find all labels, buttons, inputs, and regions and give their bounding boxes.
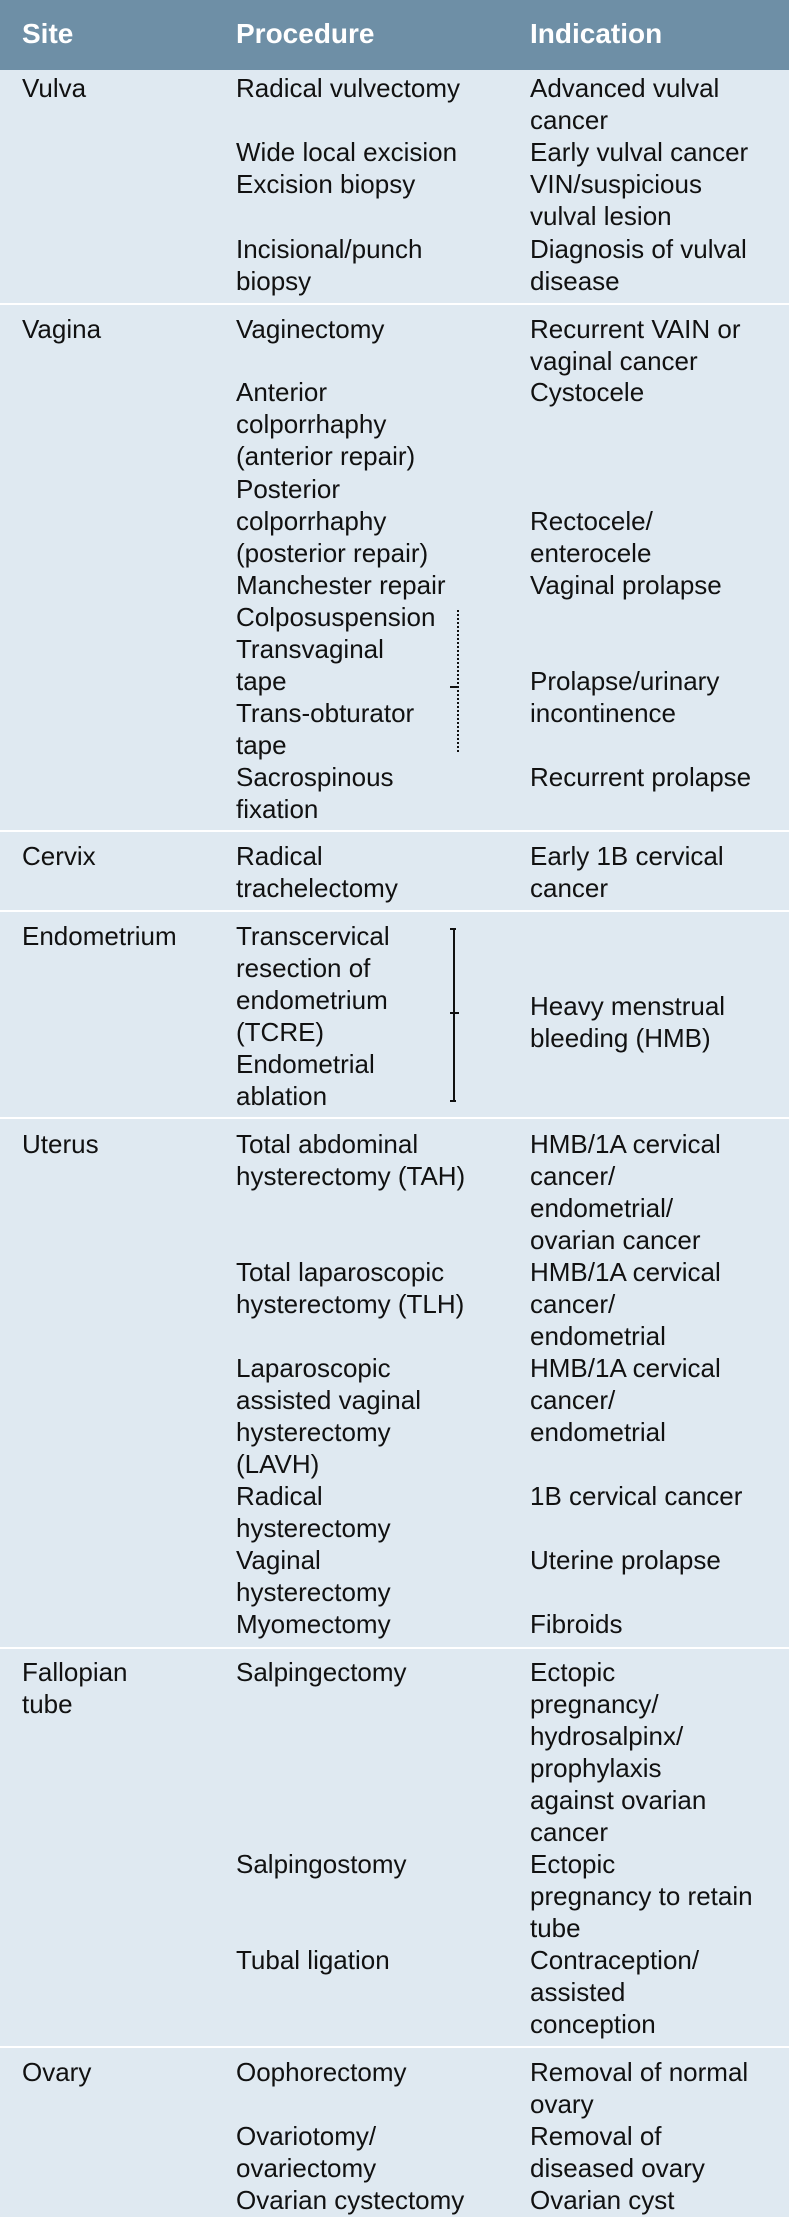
text-line: endometrial/ [530, 1193, 674, 1223]
procedure-cell [236, 376, 415, 472]
text-line: Early vulval cancer [530, 137, 749, 167]
text-line: Myomectomy [236, 1609, 391, 1639]
indication-cell [530, 1256, 721, 1352]
text-line: Wide local excision [236, 137, 458, 167]
text-line: Endometrial [236, 1049, 375, 1079]
text-line: (TCRE) [236, 1017, 325, 1047]
text-line: Colposuspension [236, 602, 436, 632]
text-line: resection of [236, 953, 371, 983]
procedure-cell [236, 1944, 390, 1976]
text-line: vaginal cancer [530, 346, 698, 376]
text-line: cancer [530, 105, 609, 135]
text-line: Radical [236, 1481, 323, 1511]
procedure-cell [236, 473, 428, 569]
text-line: Vaginal prolapse [530, 570, 722, 600]
indication-cell [530, 1128, 721, 1256]
indication-cell [530, 1544, 721, 1576]
procedure-cell [236, 313, 384, 345]
bracket-tick [450, 1012, 459, 1014]
text-line: Transvaginal [236, 634, 384, 664]
text-line: ovariectomy [236, 2153, 377, 2183]
row-divider [0, 303, 789, 305]
indication-cell [530, 840, 724, 904]
indication-cell [530, 376, 644, 408]
text-line: Sacrospinous [236, 762, 394, 792]
text-line: Cystocele [530, 377, 645, 407]
text-line: incontinence [530, 698, 676, 728]
text-line: Early 1B cervical [530, 841, 724, 871]
procedure-cell [236, 840, 398, 904]
text-line: diseased ovary [530, 2153, 705, 2183]
procedure-cell [236, 233, 422, 297]
text-line: colporrhaphy [236, 506, 387, 536]
procedure-cell [236, 1848, 407, 1880]
indication-cell [530, 1352, 721, 1448]
text-line: hydrosalpinx/ [530, 1721, 684, 1751]
text-line: cancer/ [530, 1161, 616, 1191]
text-line: VIN/suspicious [530, 169, 702, 199]
indication-cell [530, 136, 748, 168]
procedure-cell [236, 72, 460, 104]
procedure-cell [236, 1656, 407, 1688]
text-line: Removal of [530, 2121, 662, 2151]
text-line: tube [22, 1689, 73, 1719]
text-line: Vaginectomy [236, 314, 385, 344]
text-line: fixation [236, 794, 319, 824]
header-procedure: Procedure [236, 18, 375, 49]
text-line: enterocele [530, 538, 652, 568]
text-line: Contraception/ [530, 1945, 700, 1975]
indication-cell [530, 1848, 753, 1944]
text-line: hysterectomy (TLH) [236, 1289, 465, 1319]
text-line: Posterior [236, 474, 341, 504]
text-line: 1B cervical cancer [530, 1481, 743, 1511]
text-line: Ectopic [530, 1849, 616, 1879]
text-line: Tubal ligation [236, 1945, 390, 1975]
site-endometrium: Endometrium [22, 921, 177, 951]
procedure-cell [236, 2120, 376, 2184]
text-line: against ovarian [530, 1785, 707, 1815]
text-line: Incisional/punch [236, 234, 423, 264]
text-line: endometrium [236, 985, 388, 1015]
text-line: cancer/ [530, 1289, 616, 1319]
indication-cell [530, 505, 653, 569]
text-line: endometrial [530, 1321, 666, 1351]
header-site: Site [22, 18, 74, 49]
row-divider [0, 2046, 789, 2048]
text-line: ovarian cancer [530, 1225, 701, 1255]
procedure-cell [236, 1544, 391, 1608]
text-line: hysterectomy [236, 1577, 391, 1607]
row-divider [0, 830, 789, 832]
text-line: Radical vulvectomy [236, 73, 460, 103]
indication-cell [530, 1608, 622, 1640]
row-divider [0, 910, 789, 912]
table-header [0, 0, 789, 70]
row-divider [0, 1117, 789, 1119]
text-line: cancer [530, 873, 609, 903]
text-line: Ectopic [530, 1657, 616, 1687]
indication-cell [530, 665, 719, 729]
indication-cell [530, 569, 722, 601]
procedure-cell [236, 2184, 464, 2216]
text-line: Total abdominal [236, 1129, 419, 1159]
text-line: vulval lesion [530, 201, 672, 231]
text-line: bleeding (HMB) [530, 1023, 711, 1053]
site-uterus: Uterus [22, 1129, 99, 1159]
text-line: Excision biopsy [236, 169, 416, 199]
text-line: prophylaxis [530, 1753, 662, 1783]
procedure-cell [236, 633, 384, 697]
procedure-cell [236, 1608, 391, 1640]
text-line: colporrhaphy [236, 409, 387, 439]
row-divider [0, 1647, 789, 1649]
text-line: disease [530, 266, 620, 296]
text-line: Fallopian [22, 1657, 128, 1687]
indication-cell [530, 313, 740, 377]
text-line: Diagnosis of vulval [530, 234, 747, 264]
text-line: HMB/1A cervical [530, 1129, 721, 1159]
bracket-tick [450, 686, 459, 688]
text-line: Ovarian cystectomy [236, 2185, 465, 2215]
procedure-cell [236, 2056, 407, 2088]
text-line: Advanced vulval [530, 73, 720, 103]
text-line: Oophorectomy [236, 2057, 407, 2087]
text-line: Manchester repair [236, 570, 446, 600]
site-cervix: Cervix [22, 841, 96, 871]
text-line: (anterior repair) [236, 441, 416, 471]
text-line: conception [530, 2009, 656, 2039]
text-line: Uterine prolapse [530, 1545, 721, 1575]
text-line: hysterectomy [236, 1513, 391, 1543]
text-line: hysterectomy (TAH) [236, 1161, 466, 1191]
indication-cell [530, 1944, 699, 2040]
text-line: trachelectomy [236, 873, 398, 903]
text-line: tape [236, 730, 287, 760]
bracket-solid [453, 928, 455, 1102]
indication-cell [530, 1480, 742, 1512]
indication-cell [530, 233, 747, 297]
text-line: tape [236, 666, 287, 696]
text-line: Trans-obturator [236, 698, 415, 728]
site-vulva: Vulva [22, 73, 87, 103]
procedure-cell [236, 601, 435, 633]
indication-cell [530, 168, 702, 232]
text-line: cancer/ [530, 1385, 616, 1415]
site-ovary: Ovary [22, 2057, 92, 2087]
procedure-cell [236, 136, 457, 168]
procedure-cell [236, 569, 446, 601]
text-line: pregnancy/ [530, 1689, 659, 1719]
procedure-cell [236, 1352, 421, 1480]
indication-cell [530, 990, 725, 1054]
indication-cell [530, 2184, 675, 2216]
text-line: Prolapse/urinary [530, 666, 720, 696]
text-line: (LAVH) [236, 1449, 320, 1479]
text-line: HMB/1A cervical [530, 1353, 721, 1383]
text-line: Radical [236, 841, 323, 871]
text-line: Salpingostomy [236, 1849, 407, 1879]
text-line: tube [530, 1913, 581, 1943]
bracket-dotted [457, 610, 459, 752]
text-line: hysterectomy [236, 1417, 391, 1447]
procedure-cell [236, 761, 394, 825]
site-fallopian-tube [22, 1656, 128, 1720]
text-line: HMB/1A cervical [530, 1257, 721, 1287]
text-line: Removal of normal [530, 2057, 749, 2087]
text-line: Ovariotomy/ [236, 2121, 377, 2151]
text-line: Heavy menstrual [530, 991, 726, 1021]
text-line: Fibroids [530, 1609, 623, 1639]
indication-cell [530, 761, 751, 793]
indication-cell [530, 2120, 705, 2184]
text-line: Salpingectomy [236, 1657, 407, 1687]
header-indication: Indication [530, 18, 663, 49]
indication-cell [530, 1656, 706, 1848]
procedure-cell [236, 920, 390, 1112]
text-line: Total laparoscopic [236, 1257, 445, 1287]
text-line: Rectocele/ [530, 506, 653, 536]
text-line: cancer [530, 1817, 609, 1847]
text-line: ovary [530, 2089, 594, 2119]
text-line: assisted vaginal [236, 1385, 421, 1415]
text-line: assisted [530, 1977, 626, 2007]
procedure-cell [236, 1128, 465, 1192]
text-line: Laparoscopic [236, 1353, 391, 1383]
text-line: Recurrent prolapse [530, 762, 752, 792]
bracket-tick [450, 928, 456, 930]
bracket-tick [450, 1100, 456, 1102]
text-line: Anterior [236, 377, 328, 407]
procedure-cell [236, 1256, 464, 1320]
procedure-cell [236, 697, 414, 761]
text-line: pregnancy to retain [530, 1881, 753, 1911]
text-line: Transcervical [236, 921, 390, 951]
procedure-cell [236, 168, 415, 200]
text-line: (posterior repair) [236, 538, 429, 568]
indication-cell [530, 72, 719, 136]
text-line: Ovarian cyst [530, 2185, 675, 2215]
text-line: endometrial [530, 1417, 666, 1447]
indication-cell [530, 2056, 748, 2120]
procedure-cell [236, 1480, 391, 1544]
site-vagina: Vagina [22, 314, 102, 344]
text-line: Vaginal [236, 1545, 321, 1575]
text-line: biopsy [236, 266, 312, 296]
text-line: ablation [236, 1081, 328, 1111]
text-line: Recurrent VAIN or [530, 314, 741, 344]
